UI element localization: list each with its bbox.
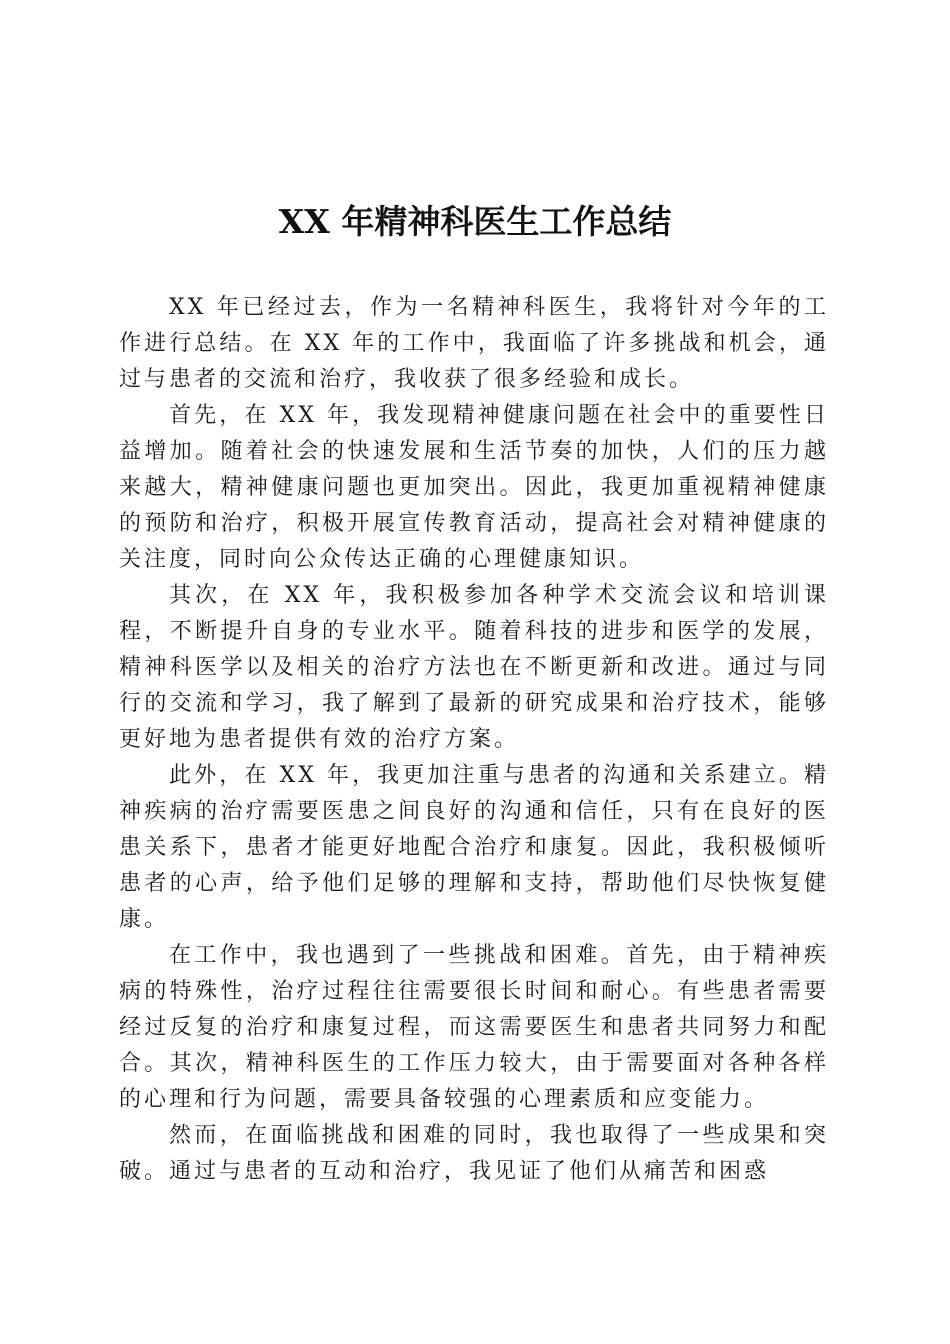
paragraph: 然而，在面临挑战和困难的同时，我也取得了一些成果和突破。通过与患者的互动和治疗，我见证了他们从痛苦和困惑 xyxy=(119,1123,829,1184)
paragraph: 此外，在 XX 年，我更加注重与患者的沟通和关系建立。精神疾病的治疗需要医患之间良好的沟通和信任，只有在良好的医患关系下，患者才能更好地配合治疗和康复。因此，我积极倾听患者的心声，给予他们足够的理解和支持，帮助他们尽快恢复健康。 xyxy=(119,763,829,932)
paragraph: 首先，在 XX 年，我发现精神健康问题在社会中的重要性日益增加。随着社会的快速发展和生活节奏的加快，人们的压力越来越大，精神健康问题也更加突出。因此，我更加重视精神健康的预防和治疗，积极开展宣传教育活动，提高社会对精神健康的关注度，同时向公众传达正确的心理健康知识。 xyxy=(119,403,829,572)
document-body xyxy=(119,290,829,1190)
paragraph: XX 年已经过去，作为一名精神科医生，我将针对今年的工作进行总结。在 XX 年的工作中，我面临了许多挑战和机会，通过与患者的交流和治疗，我收获了很多经验和成长。 xyxy=(119,295,829,392)
paragraph: 其次，在 XX 年，我积极参加各种学术交流会议和培训课程，不断提升自身的专业水平。随着科技的进步和医学的发展，精神科医学以及相关的治疗方法也在不断更新和改进。通过与同行的交流和学习，我了解到了最新的研究成果和治疗技术，能够更好地为患者提供有效的治疗方案。 xyxy=(119,583,829,752)
paragraph: 在工作中，我也遇到了一些挑战和困难。首先，由于精神疾病的特殊性，治疗过程往往需要很长时间和耐心。有些患者需要经过反复的治疗和康复过程，而这需要医生和患者共同努力和配合。其次，精神科医生的工作压力较大，由于需要面对各种各样的心理和行为问题，需要具备较强的心理素质和应变能力。 xyxy=(119,943,829,1112)
document-title: XX 年精神科医生工作总结 xyxy=(278,202,672,241)
